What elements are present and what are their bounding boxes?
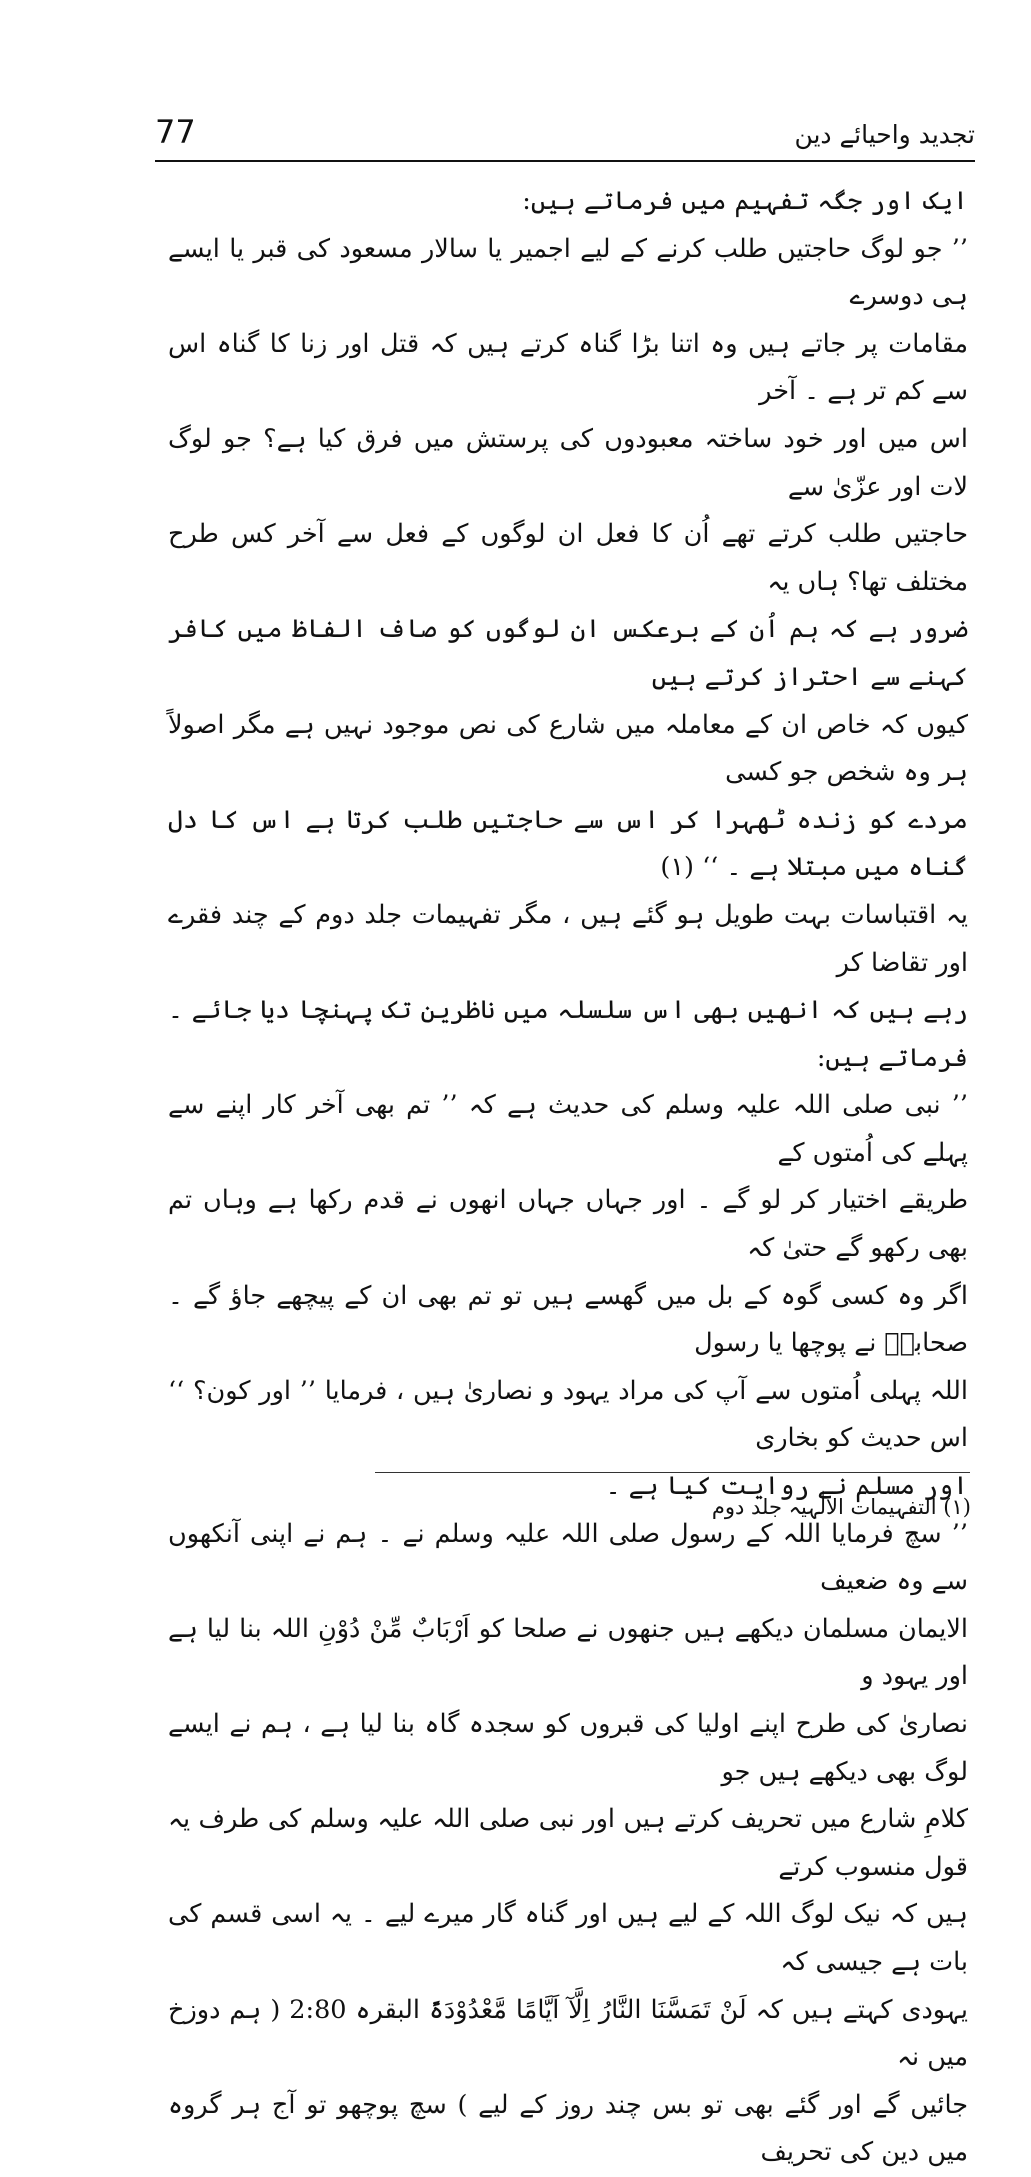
text-line: طریقے اختیار کر لو گے ۔ اور جہاں جہاں انھوں نے قدم رکھا ہے وہاں تم بھی رکھو گے حتیٰ کہ (168, 1185, 968, 1264)
text-line: اس میں اور خود ساختہ معبودوں کی پرستش میں فرق کیا ہے؟ جو لوگ لات اور عزّیٰ سے (168, 423, 968, 502)
text-line: حاجتیں طلب کرتے تھے اُن کا فعل ان لوگوں کے فعل سے آخر کس طرح مختلف تھا؟ ہاں یہ (168, 519, 968, 597)
text-line: جائیں گے اور گئے بھی تو بس چند روز کے لیے ) سچ پوچھو تو آج ہر گروہ میں دین کی تحریف (168, 2089, 968, 2168)
text-line: ’’ نبی صلی اللہ علیہ وسلم کی حدیث ہے کہ ’’ تم بھی آخر کار اپنے سے پہلے کی اُمتوں کے (168, 1090, 968, 1168)
text-line: مردے کو زندہ ٹھہرا کر اس سے حاجتیں طلب کرتا ہے اس کا دل گناہ میں مبتلا ہے ۔ ‘‘ (۱) (168, 804, 968, 883)
page-header (155, 112, 975, 162)
body-text (168, 178, 968, 2177)
page-number: 77 (155, 113, 196, 151)
text-line: رہے ہیں کہ انھیں بھی اس سلسلہ میں ناظرین تک پہنچا دیا جائے ۔ فرماتے ہیں: (168, 995, 968, 1073)
text-line: ہیں کہ نیک لوگ اللہ کے لیے ہیں اور گناہ گار میرے لیے ۔ یہ اسی قسم کی بات ہے جیسی کہ (168, 1899, 968, 1977)
text-line: یہ اقتباسات بہت طویل ہو گئے ہیں ، مگر تفہیمات جلد دوم کے چند فقرے اور تقاضا کر (168, 899, 968, 978)
text-line: اور مسلم نے روایت کیا ہے ۔ (605, 1471, 968, 1502)
text-line: نصاریٰ کی طرح اپنے اولیا کی قبروں کو سجدہ گاہ بنا لیا ہے ، ہم نے ایسے لوگ بھی دیکھے ہیں جو (168, 1709, 968, 1787)
text-line: الایمان مسلمان دیکھے ہیں جنھوں نے صلحا کو اَرْبَابٌ مِّنْ دُوْنِ اللہ بنا لیا ہے اور یہود و (168, 1613, 968, 1692)
text-line: کیوں کہ خاص ان کے معاملہ میں شارع کی نص موجود نہیں ہے مگر اصولاً ہر وہ شخص جو کسی (168, 709, 968, 788)
text-line: ایک اور جگہ تفہیم میں فرماتے ہیں: (522, 186, 968, 216)
text-line: مقامات پر جاتے ہیں وہ اتنا بڑا گناہ کرتے ہیں کہ قتل اور زنا کا گناہ اس سے کم تر ہے ۔ آخر (168, 328, 968, 407)
text-line: ’’ جو لوگ حاجتیں طلب کرنے کے لیے اجمیر یا سالار مسعود کی قبر یا ایسے ہی دوسرے (168, 233, 968, 312)
text-line: کلامِ شارع میں تحریف کرتے ہیں اور نبی صلی اللہ علیہ وسلم کی طرف یہ قول منسوب کرتے (168, 1804, 968, 1882)
text-line: اگر وہ کسی گوہ کے بل میں گھسے ہیں تو تم بھی ان کے پیچھے جاؤ گے ۔ صحابہؓ نے پوچھا یا رسول (168, 1280, 968, 1359)
running-title: تجدید واحیائے دین (794, 120, 975, 149)
text-line: ’’ سچ فرمایا اللہ کے رسول صلی اللہ علیہ وسلم نے ۔ ہم نے اپنی آنکھوں سے وہ ضعیف (168, 1518, 968, 1597)
header-rule (155, 160, 975, 162)
text-line: یہودی کہتے ہیں کہ لَنْ تَمَسَّنَا النَّارُ اِلَّآ اَیَّامًا مَّعْدُوْدَۃً البقرہ 2:80 ( ہم دوزخ میں نہ (168, 1994, 969, 2073)
text-line: ضرور ہے کہ ہم اُن کے برعکس ان لوگوں کو صاف الفاظ میں کافر کہنے سے احتراز کرتے ہیں (168, 614, 968, 692)
footnote-rule (375, 1472, 970, 1473)
footnote: (۱) التفہیمات الالٰہیہ جلد دوم (711, 1495, 971, 1519)
text-line: اللہ پہلی اُمتوں سے آپ کی مراد یہود و نصاریٰ ہیں ، فرمایا ’’ اور کون؟ ‘‘ اس حدیث کو بخاری (168, 1375, 968, 1454)
